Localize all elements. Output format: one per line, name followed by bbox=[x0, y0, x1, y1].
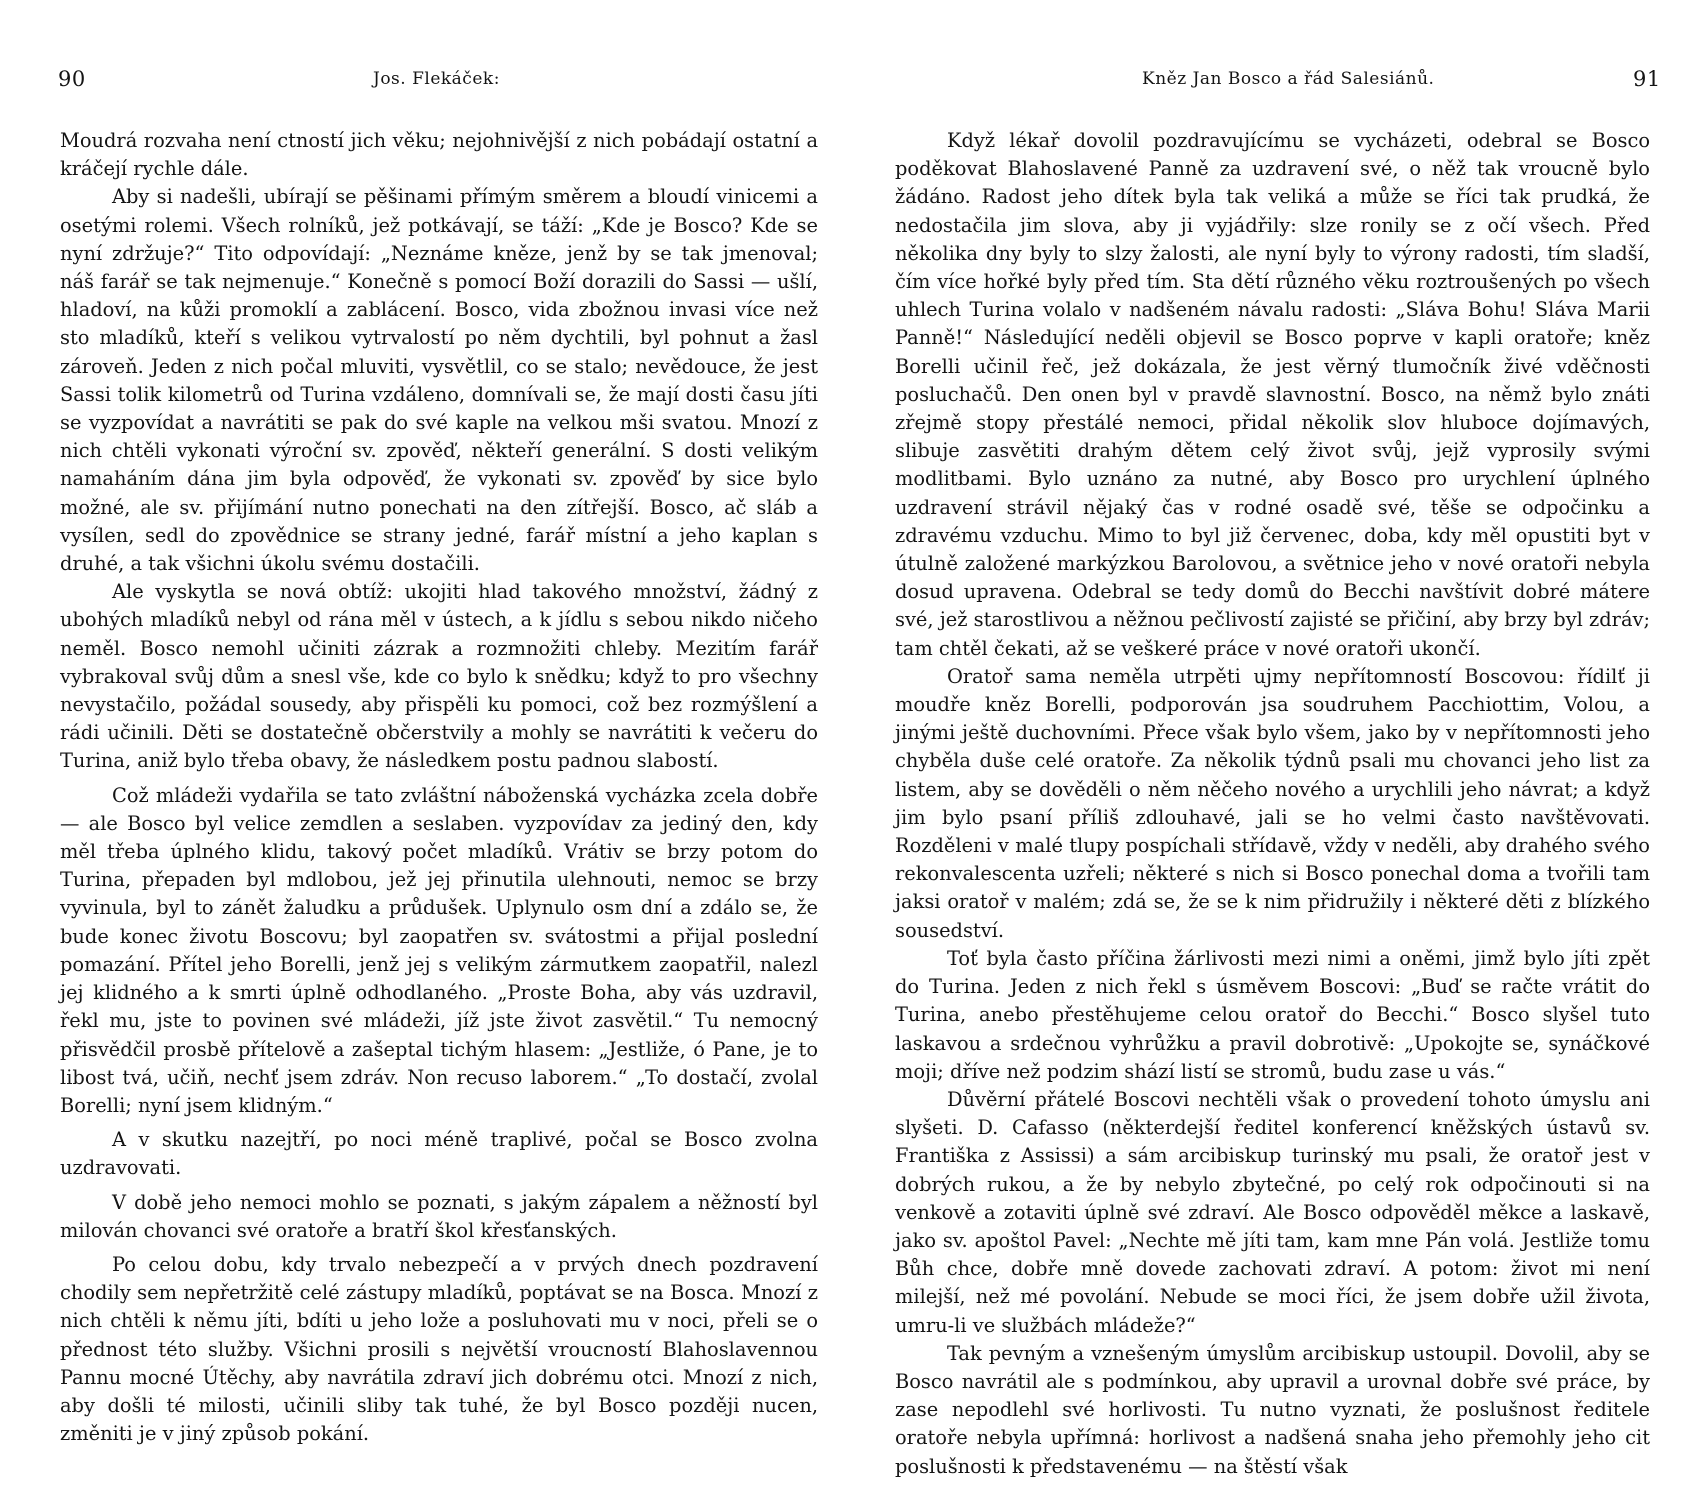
left-running-head: Jos. Flekáček: bbox=[373, 69, 500, 89]
right-page-number: 91 bbox=[1633, 67, 1661, 91]
paragraph: Oratoř sama neměla utrpěti ujmy nepřítomností Boscovou: řídilť ji moudře kněz Borelli, podporován jsa soudruhem Pacchiottim, Volou, a jinými ještě duchovními. Přece však bylo všem, jako by v nepřítomnosti jeho chyběla duše celé oratoře. Za několik týdnů psali mu chovanci jeho list za listem, aby se dověděli o něm něčeho nového a urychlili jeho návrat; a když jim bylo psaní příliš zdlouhavé, jali se ho velmi často navštěvovati. Rozděleni v malé tlupy pospíchali střídavě, vždy v neděli, aby drahého svého rekonvalescenta uzřeli; některé s nich si Bosco ponechal doma a tvořili tam jaksi oratoř v malém; zdá se, že se k nim přidružily i některé děti z blízkého sousedství. bbox=[895, 664, 1650, 942]
paragraph: Tak pevným a vznešeným úmyslům arcibiskup ustoupil. Dovolil, aby se Bosco navrátil ale s podmínkou, aby upravil a urovnal dobře své práce, by zase nepodlehl své horlivosti. Tu nutno vyznati, že poslušnost ředitele oratoře nebyla upřímná: horlivost a nadšená snaha jeho přemohly jeho cit poslušnosti k představenému — na štěstí však bbox=[895, 1341, 1650, 1478]
paragraph: Toť byla často příčina žárlivosti mezi nimi a oněmi, jimž bylo jíti zpět do Turina. Jeden z nich řekl s úsměvem Boscovi: „Buď se račte vrátit do Turina, anebo přestěhujeme celou oratoř do Becchi.“ Bosco slyšel tuto laskavou a srdečnou vyhrůžku a pravil dobrotivě: „Upokojte se, synáčkové moji; dříve než podzim shází listí se stromů, budu zase u vás.“ bbox=[895, 946, 1650, 1083]
paragraph: Ale vyskytla se nová obtíž: ukojiti hlad takového množství, žádný z ubohých mladíků nebyl od rána měl v ústech, a k jídlu s sebou nikdo ničeho neměl. Bosco nemohl učiniti zázrak a rozmnožiti chleby. Mezitím farář vybrakoval svůj dům a snesl vše, kde co bylo k snědku; když to pro všechny nevystačilo, požádal sousedy, aby přispěli ku pomoci, což bez rozmýšlení a rádi učinili. Děti se dostatečně občerstvily a mohly se navrátiti k večeru do Turina, aniž bylo třeba obavy, že následkem postu padnou slabostí. bbox=[60, 580, 818, 773]
paragraph: Což mládeži vydařila se tato zvláštní náboženská vycházka zcela dobře — ale Bosco byl velice zemdlen a seslaben. vyzpovídav za jediný den, kdy měl třeba úplného klidu, takový počet mladíků. Vrátiv se brzy potom do Turina, přepaden byl mdlobou, jež jej přinutila ulehnouti, nemoc se brzy vyvinula, byl to zánět žaludku a průdušek. Uplynulo osm dní a zdálo se, že bude konec životu Boscovu; byl zaopatřen sv. svátostmi a přijal poslední pomazání. Přítel jeho Borelli, jenž jej s velikým zármutkem zaopatřil, nalezl jej klidného a k smrti úplně odhodlaného. „Proste Boha, aby vás uzdravil, řekl mu, jste to povinen své mládeži, jíž jste život zasvětil.“ Tu nemocný přisvědčil prosbě přítelově a zašeptal tichým hlasem: „Jestliže, ó Pane, je to libost tvá, učiň, nechť jsem zdráv. Non recuso laborem.“ „To dostačí, zvolal Borelli; nyní jsem klidným.“ bbox=[60, 783, 818, 1117]
paragraph: A v skutku nazejtří, po noci méně traplivé, počal se Bosco zvolna uzdravovati. bbox=[60, 1128, 818, 1180]
paragraph: Po celou dobu, kdy trvalo nebezpečí a v prvých dnech pozdravení chodily sem nepřetržitě celé zástupy mladíků, poptávat se na Bosca. Mnozí z nich chtěli k němu jíti, bdíti u jeho lože a posluhovati mu v noci, přeli se o přednost této služby. Všichni prosili s největší vroucností Blahoslavennou Pannu mocné Útěchy, aby navrátila zdraví jich dobrému otci. Mnozí z nich, aby došli té milosti, učinili sliby tak tuhé, že byl Bosco později nucen, změniti je v jiný způsob pokání. bbox=[60, 1252, 818, 1446]
left-body-text bbox=[60, 127, 818, 1448]
paragraph: V době jeho nemoci mohlo se poznati, s jakým zápalem a něžností byl milován chovanci své oratoře a bratří škol křesťanských. bbox=[60, 1190, 818, 1242]
right-page bbox=[851, 0, 1702, 1500]
paragraph: Důvěrní přátelé Boscovi nechtěli však o provedení tohoto úmyslu ani slyšeti. D. Cafasso (některdejší ředitel konferencí kněžských ústavů sv. Františka z Assissi) a sám arcibiskup turinský mu psali, že oratoř jest v dobrých rukou, a že by nebylo zbytečné, po celý rok odpočinouti si na venkově a zotaviti úplně své zdraví. Ale Bosco odpověděl měkce a laskavě, jako sv. apoštol Pavel: „Nechte mě jíti tam, kam mne Pán volá. Jestliže tomu Bůh chce, dobře mně dovede zachovati zdraví. A potom: život mi není milejší, než mé povolání. Nebude se moci říci, že jsem dobře užil života, umru-li ve službách mládeže?“ bbox=[895, 1087, 1650, 1337]
paragraph: Aby si nadešli, ubírají se pěšinami přímým směrem a bloudí vinicemi a osetými rolemi. Všech rolníků, jež potkávají, se táží: „Kde je Bosco? Kde se nyní zdržuje?“ Tito odpovídají: „Neznáme kněze, jenž by se tak jmenoval; náš farář se tak nejmenuje.“ Konečně s pomocí Boží dorazili do Sassi — ušlí, hladoví, na kůži promoklí a zablácení. Bosco, vida zbožnou invasi více než sto mladíků, kteří s velikou vytrvalostí po něm dychtili, byl pohnut a žasl zároveň. Jeden z nich počal mluviti, vysvětlil, co se stalo; nevědouce, že jest Sassi tolik kilometrů od Turina vzdáleno, domnívali se, že mají dosti času jíti se vyzpovídat a navrátiti se pak do své kaple na velkou mši svatou. Mnozí z nich chtěli vykonati výroční sv. zpověď, někteří generální. S dosti velikým namaháním dána jim byla odpověď, že vykonati sv. zpověď by sice bylo možné, ale sv. přijímání nutno ponechati na den zítřejší. Bosco, ač sláb a vysílen, sedl do zpovědnice se strany jedné, farář místní a jeho kaplan s druhé, a tak všichni úkolu svému dostačili. bbox=[60, 185, 818, 576]
paragraph: Když lékař dovolil pozdravujícímu se vycházeti, odebral se Bosco poděkovat Blahoslavené Panně za uzdravení své, o něž tak vroucně bylo žádáno. Radost jeho dítek byla tak veliká a může se říci tak prudká, že nedostačila jim slova, aby ji vyjádřily: slze ronily se z očí všech. Před několika dny byly to slzy žalosti, ale nyní byly to výrony radosti, tím sladší, čím více hořké byly před tím. Sta dětí různého věku roztroušených po všech uhlech Turina volalo v nadšeném návalu radosti: „Sláva Bohu! Sláva Marii Panně!“ Následující neděli objevil se Bosco poprve v kapli oratoře; kněz Borelli učinil řeč, jež dokázala, že jest věrný tlumočník živé vděčnosti posluchačů. Den onen byl v pravdě slavnostní. Bosco, na němž bylo znáti zřejmě stopy přestálé nemoci, přidal několik slov hluboce dojímavých, slibuje zasvětiti drahým dětem celý život svůj, jejž vyprosily svými modlitbami. Bylo uznáno za nutné, aby Bosco pro urychlení úplného uzdravení strávil nějaký čas v rodné osadě své, těše se odpočinku a zdravému vzduchu. Mimo to byl již červenec, doba, kdy měl opustiti byt v útulně založené markýzkou Barolovou, a světnice jeho v nové oratoři nebyla dosud upravena. Odebral se tedy domů do Becchi navštívit dobré mátere své, jež starostlivou a něžnou pečlivostí zajisté se přičiní, aby brzy byl zdráv; tam chtěl čekati, až se veškeré práce v nové oratoři ukončí. bbox=[895, 129, 1650, 660]
left-page-number: 90 bbox=[58, 67, 86, 91]
paragraph: Moudrá rozvaha není ctností jich věku; nejohnivější z nich pobádají ostatní a kráčejí rychle dále. bbox=[60, 129, 818, 181]
right-body-text bbox=[895, 127, 1650, 1481]
right-running-head: Kněz Jan Bosco a řád Salesiánů. bbox=[1142, 69, 1435, 89]
